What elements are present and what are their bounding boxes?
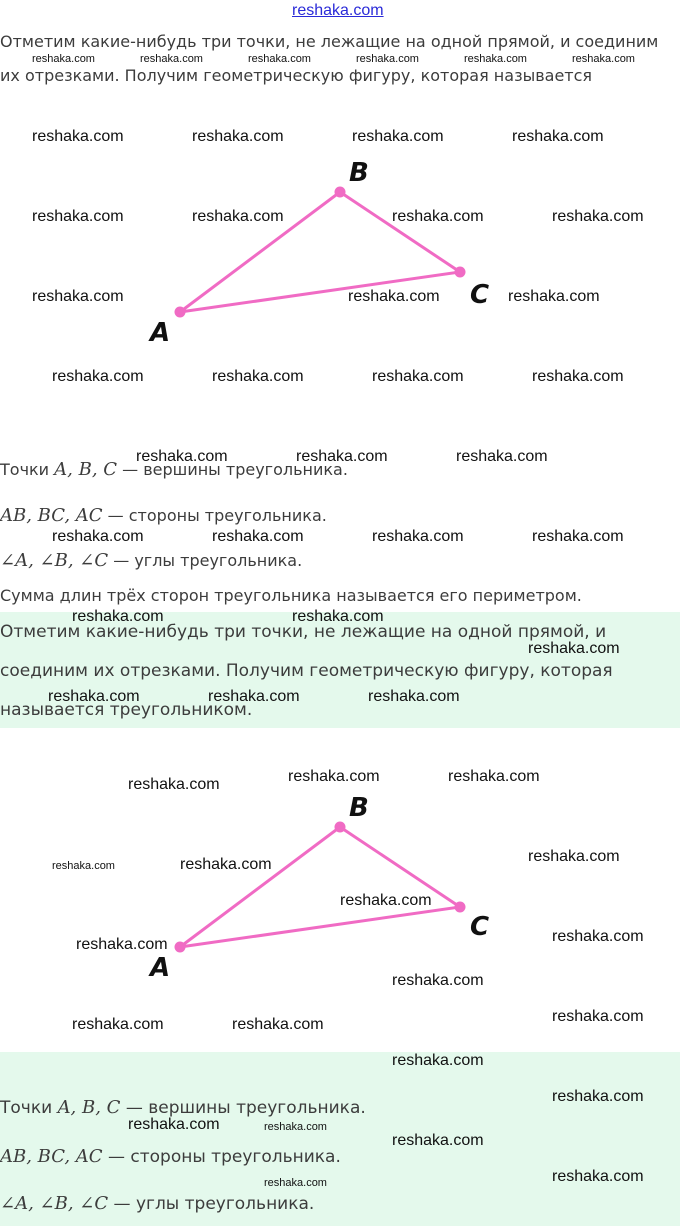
- watermark: reshaka.com: [552, 1008, 644, 1025]
- watermark: reshaka.com: [72, 608, 164, 625]
- sides-math: AB, BC, AC: [0, 505, 103, 526]
- triangle-abc-2: [180, 827, 460, 947]
- label-a: A: [150, 318, 171, 348]
- watermark: reshaka.com: [248, 53, 311, 65]
- watermark: reshaka.com: [552, 928, 644, 945]
- watermark: reshaka.com: [552, 1088, 644, 1105]
- vertex-a: [175, 307, 186, 318]
- sides-line-2: [0, 1147, 341, 1167]
- intro-line-1: Отметим какие-нибудь три точки, не лежащие на одной прямой, и соединим: [0, 32, 659, 51]
- perimeter-text: Сумма длин трёх сторон треугольника называется его периметром.: [0, 586, 582, 605]
- intro-line-2: их отрезками. Получим геометрическую фигуру, которая называется: [0, 66, 593, 85]
- watermark: reshaka.com: [552, 1168, 644, 1185]
- vertices-text-2: — вершины треугольника.: [125, 1098, 366, 1118]
- watermark: reshaka.com: [372, 528, 464, 545]
- vertex-b-2: [335, 822, 346, 833]
- watermark: reshaka.com: [208, 688, 300, 705]
- watermark: reshaka.com: [32, 208, 124, 225]
- watermark: reshaka.com: [448, 768, 540, 785]
- vertex-c-2: [455, 902, 466, 913]
- watermark: reshaka.com: [72, 1016, 164, 1033]
- watermark: reshaka.com: [368, 688, 460, 705]
- label-a-2: A: [150, 953, 171, 983]
- watermark: reshaka.com: [464, 53, 527, 65]
- watermark: reshaka.com: [552, 208, 644, 225]
- watermark: reshaka.com: [32, 128, 124, 145]
- watermark: reshaka.com: [136, 448, 228, 465]
- watermark: reshaka.com: [140, 53, 203, 65]
- watermark: reshaka.com: [340, 892, 432, 909]
- vertices-line: Точки A, B, C — вершины треугольника.: [0, 459, 348, 480]
- watermark: reshaka.com: [292, 608, 384, 625]
- watermark: reshaka.com: [192, 208, 284, 225]
- watermark: reshaka.com: [76, 936, 168, 953]
- watermark: reshaka.com: [456, 448, 548, 465]
- sides-math-2: AB, BC, AC: [0, 1146, 103, 1167]
- watermark: reshaka.com: [128, 776, 220, 793]
- definition-line-3: называется треугольником.: [0, 700, 253, 720]
- site-link[interactable]: reshaka.com: [292, 2, 384, 19]
- watermark: reshaka.com: [296, 448, 388, 465]
- watermark: reshaka.com: [32, 288, 124, 305]
- watermark: reshaka.com: [512, 128, 604, 145]
- definition-line-1: Отметим какие-нибудь три точки, не лежащие на одной прямой, и: [0, 622, 607, 642]
- vertex-c: [455, 267, 466, 278]
- watermark: reshaka.com: [356, 53, 419, 65]
- angles-text-2: — углы треугольника.: [113, 1194, 315, 1214]
- watermark: reshaka.com: [528, 640, 620, 657]
- angles-text: — углы треугольника.: [113, 551, 303, 570]
- watermark: reshaka.com: [52, 368, 144, 385]
- watermark: reshaka.com: [572, 53, 635, 65]
- label-b-2: B: [349, 793, 369, 823]
- watermark: reshaka.com: [532, 368, 624, 385]
- watermark: reshaka.com: [288, 768, 380, 785]
- vertices-math: A, B, C: [54, 459, 118, 480]
- watermark: reshaka.com: [264, 1121, 327, 1133]
- vertex-b: [335, 187, 346, 198]
- vertices-text: — вершины треугольника.: [122, 460, 348, 479]
- watermark: reshaka.com: [372, 368, 464, 385]
- watermark: reshaka.com: [532, 528, 624, 545]
- watermark: reshaka.com: [128, 1116, 220, 1133]
- angles-math-2: ∠A, ∠B, ∠C: [0, 1193, 109, 1214]
- watermark: reshaka.com: [232, 1016, 324, 1033]
- vertices-line-2: Точки A, B, C — вершины треугольника.: [0, 1097, 366, 1118]
- watermark: reshaka.com: [48, 688, 140, 705]
- sides-text: — стороны треугольника.: [107, 506, 327, 525]
- watermark: reshaka.com: [32, 53, 95, 65]
- sides-text-2: — стороны треугольника.: [107, 1147, 341, 1167]
- watermark: reshaka.com: [528, 848, 620, 865]
- vertex-a-2: [175, 942, 186, 953]
- watermark: reshaka.com: [212, 368, 304, 385]
- watermark: reshaka.com: [392, 1132, 484, 1149]
- watermark: reshaka.com: [180, 856, 272, 873]
- watermark: reshaka.com: [212, 528, 304, 545]
- watermark: reshaka.com: [508, 288, 600, 305]
- vertices-math-2: A, B, C: [57, 1097, 121, 1118]
- label-c: C: [470, 280, 490, 310]
- watermark: reshaka.com: [352, 128, 444, 145]
- watermark: reshaka.com: [264, 1177, 327, 1189]
- angles-math: ∠A, ∠B, ∠C: [0, 550, 109, 571]
- label-b: B: [349, 158, 369, 188]
- angles-line-2: [0, 1194, 314, 1214]
- watermark: reshaka.com: [52, 860, 115, 872]
- watermark: reshaka.com: [348, 288, 440, 305]
- watermark: reshaka.com: [52, 528, 144, 545]
- angles-line: [0, 551, 302, 571]
- watermark: reshaka.com: [392, 208, 484, 225]
- watermark: reshaka.com: [392, 972, 484, 989]
- watermark: reshaka.com: [392, 1052, 484, 1069]
- label-c-2: C: [470, 912, 490, 942]
- sides-line: [0, 506, 327, 526]
- watermark: reshaka.com: [192, 128, 284, 145]
- definition-line-2: соединим их отрезками. Получим геометрическую фигуру, которая: [0, 661, 613, 681]
